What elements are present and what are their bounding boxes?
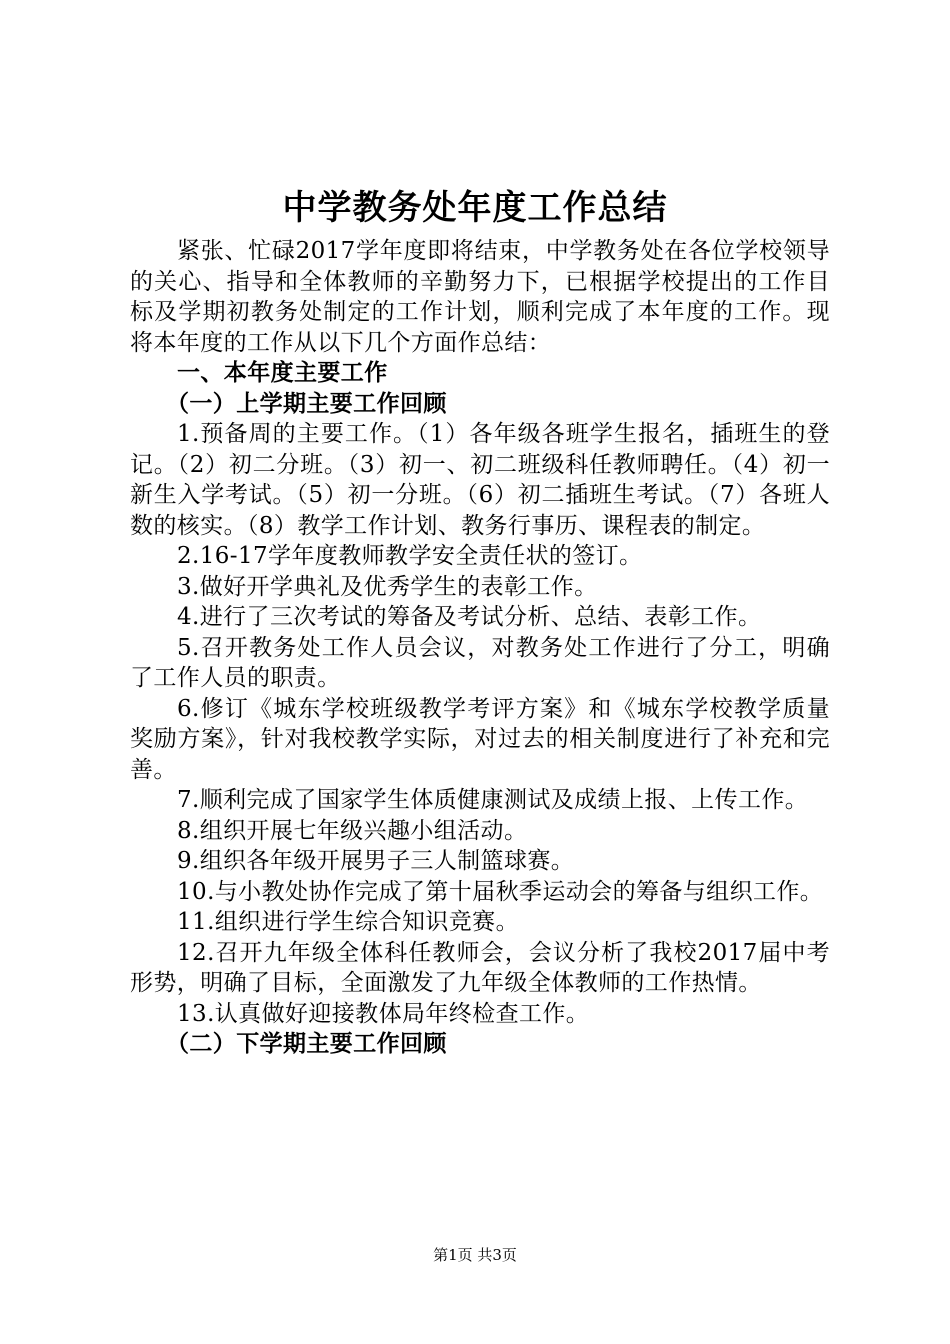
list-item: 7.顺利完成了国家学生体质健康测试及成绩上报、上传工作。	[177, 787, 809, 813]
list-item: 2.16-17学年度教师教学安全责任状的签订。	[177, 543, 643, 569]
section-heading: 一、本年度主要工作	[177, 360, 388, 386]
document-title: 中学教务处年度工作总结	[282, 188, 668, 228]
list-item: 5.召开教务处工作人员会议，对教务处工作进行了分工，明确了工作人员的职责。	[130, 634, 830, 691]
list-item: 11.组织进行学生综合知识竞赛。	[177, 909, 519, 935]
list-item: 13.认真做好迎接教体局年终检查工作。	[177, 1000, 590, 1027]
page-number: 第1页 共3页	[433, 1246, 517, 1264]
list-item: 6.修订《城东学校班级教学考评方案》和《城东学校教学质量奖励方案》，针对我校教学实际，对过去的相关制度进行了补充和完善。	[130, 695, 830, 783]
list-item: 3.做好开学典礼及优秀学生的表彰工作。	[177, 573, 598, 600]
list-item: 9.组织各年级开展男子三人制篮球赛。	[177, 848, 575, 874]
intro-paragraph: 紧张、忙碌2017学年度即将结束，中学教务处在各位学校领导的关心、指导和全体教师的辛勤努力下，已根据学校提出的工作目标及学期初教务处制定的工作计划，顺利完成了本年度的工作。现将本年度的工作从以下几个方面作总结：	[130, 238, 830, 356]
list-item: 8.组织开展七年级兴趣小组活动。	[177, 817, 528, 844]
subsection-heading: （一）上学期主要工作回顾	[166, 390, 447, 417]
list-item: 10.与小教处协作完成了第十届秋季运动会的筹备与组织工作。	[177, 878, 824, 905]
subsection-heading: （二）下学期主要工作回顾	[166, 1031, 447, 1057]
list-item: 12.召开九年级全体科任教师会，会议分析了我校2017届中考形势，明确了目标，全面激发了九年级全体教师的工作热情。	[130, 939, 830, 996]
document-body	[130, 236, 830, 1060]
list-item: 1.预备周的主要工作。（1）各年级各班学生报名，插班生的登记。（2）初二分班。（3）初一、初二班级科任教师聘任。（4）初一新生入学考试。（5）初一分班。（6）初二插班生考试。（7）各班人数的核实。（8）教学工作计划、教务行事历、课程表的制定。	[130, 421, 830, 539]
list-item: 4.进行了三次考试的筹备及考试分析、总结、表彰工作。	[177, 604, 762, 630]
